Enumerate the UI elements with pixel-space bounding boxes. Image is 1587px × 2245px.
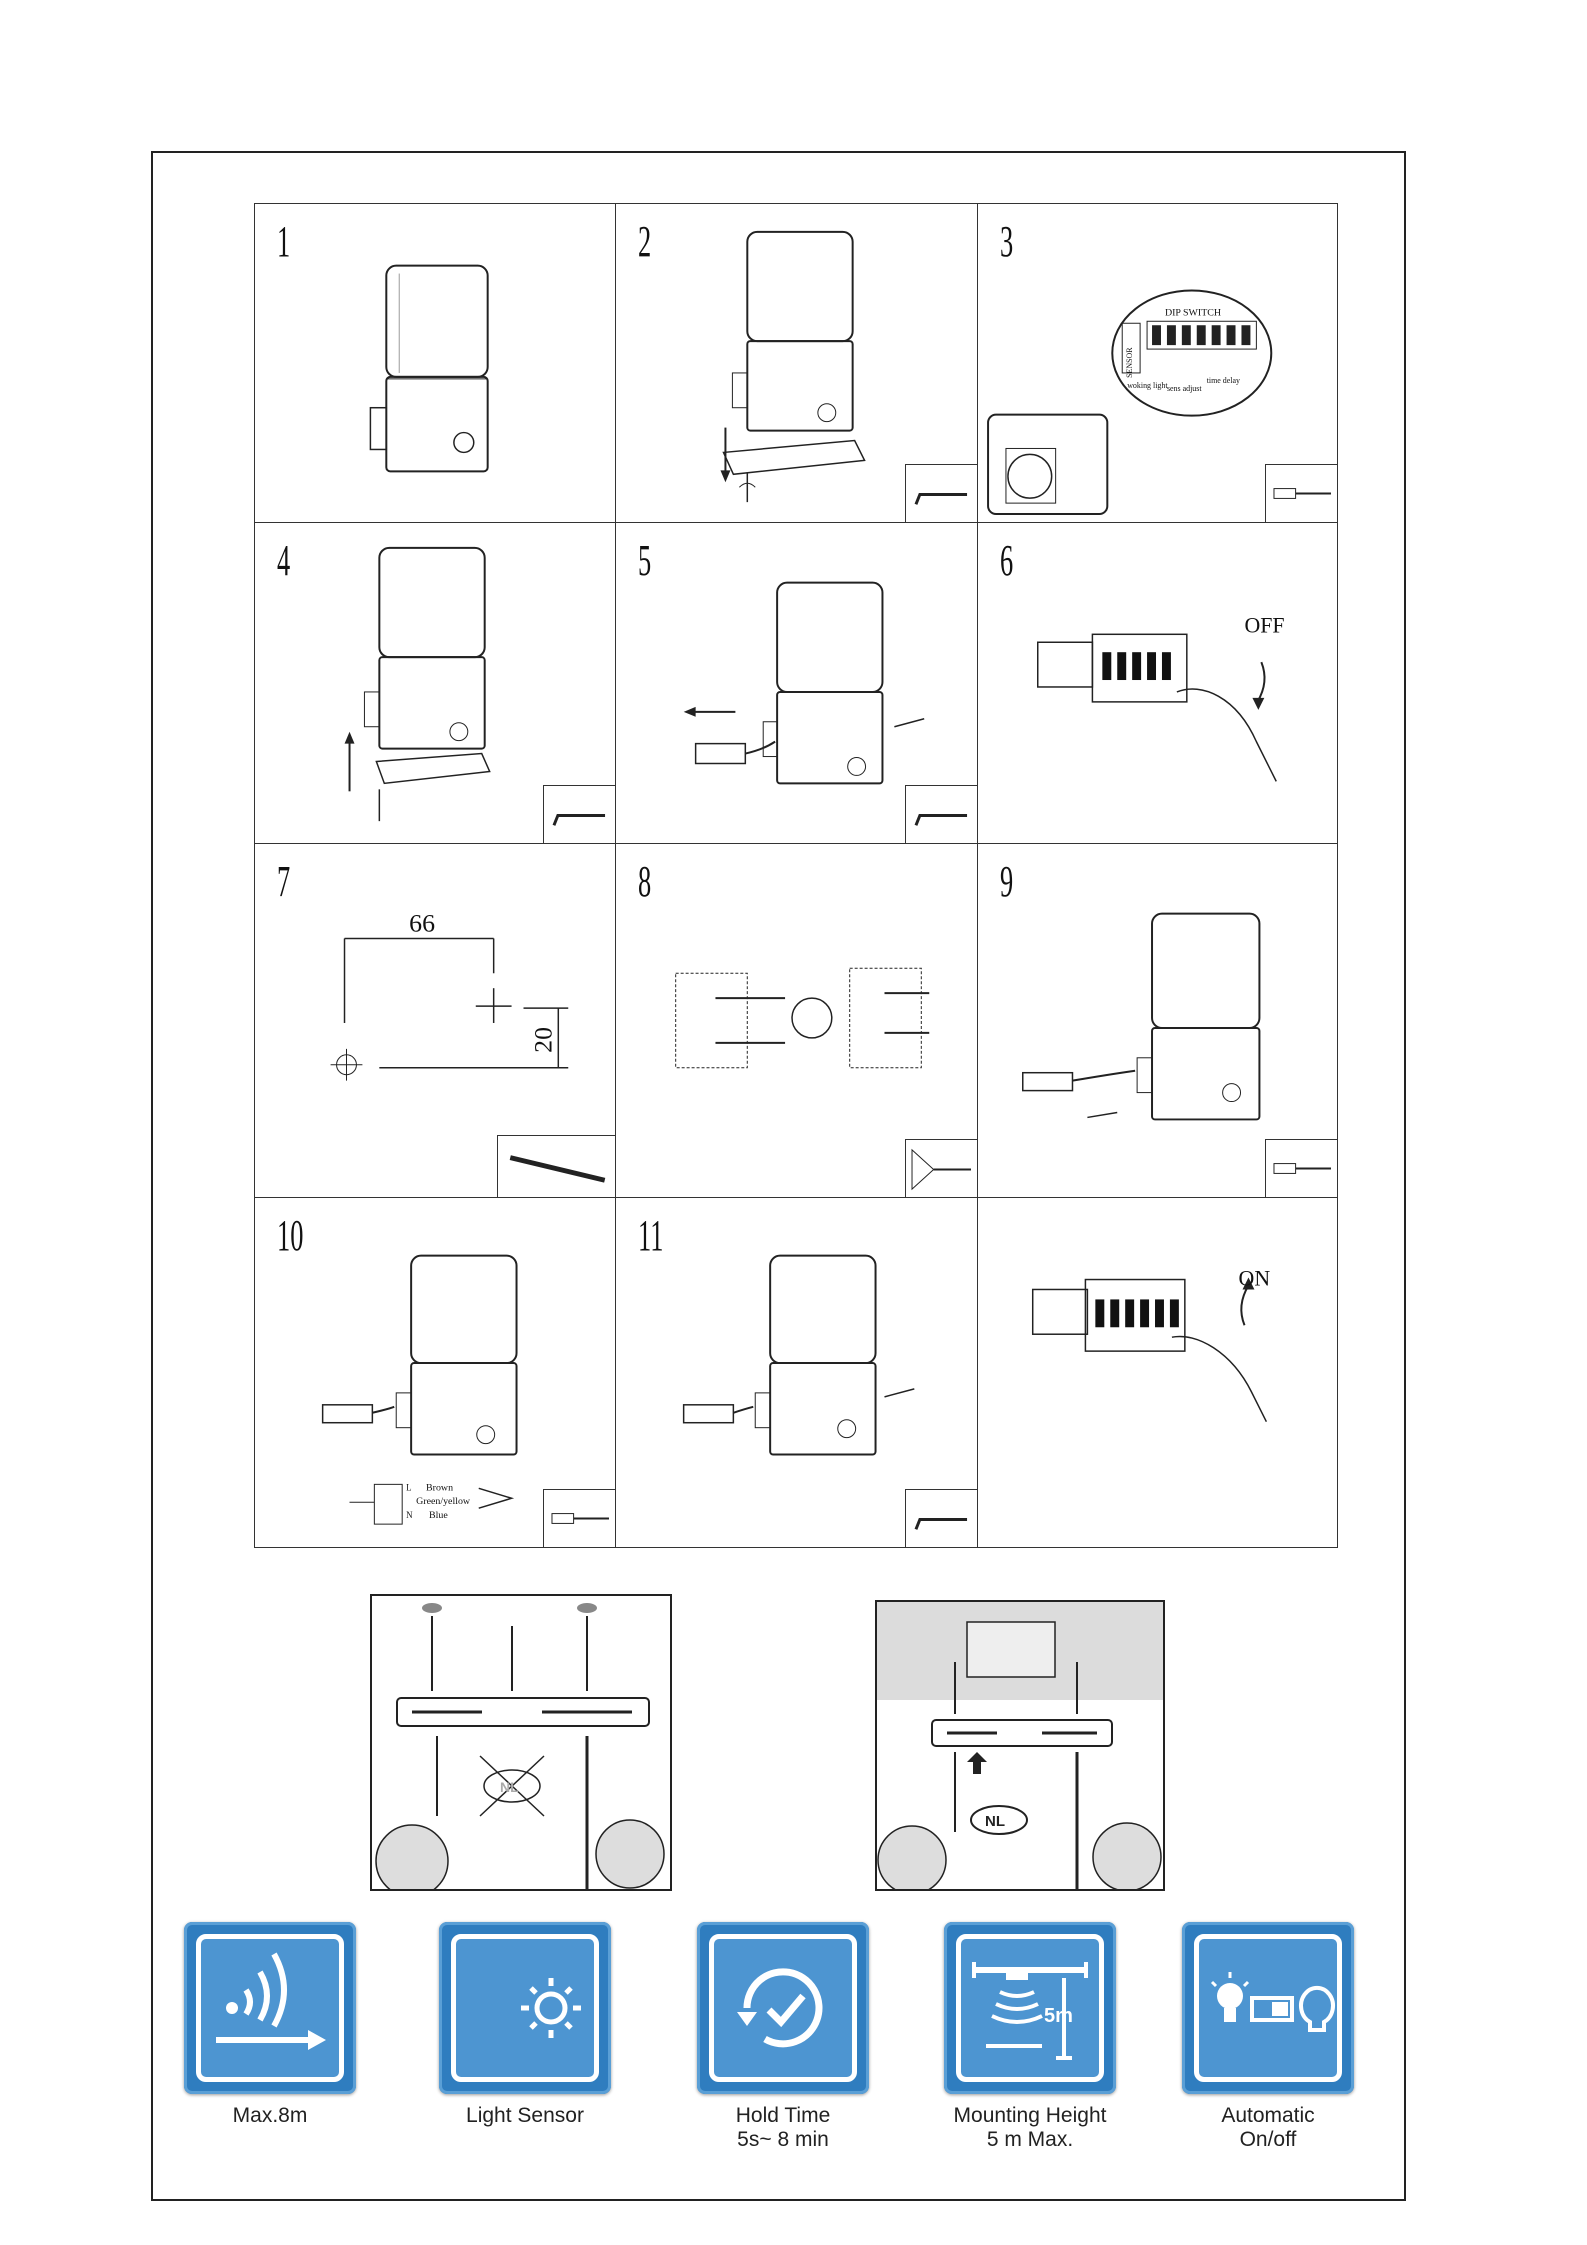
step-number: 10 [277,1211,304,1260]
step-number: 7 [277,857,291,906]
step-cell-5 [615,522,978,844]
feature-caption-line2: 5s~ 8 min [737,2128,829,2151]
terminal-l-label: L [406,1482,412,1493]
working-light-label: woking light [1127,380,1168,390]
feature-hold-time [693,1922,873,2152]
feature-automatic [1178,1922,1358,2152]
wire-green-yellow-label: Green/yellow [416,1496,471,1508]
step-number: 1 [277,217,291,266]
step-cell-12 [977,1197,1338,1548]
step-number: 6 [1000,536,1014,585]
hold-time-icon [697,1922,869,2094]
allen-key-tool [905,464,977,522]
feature-motion-range [180,1922,360,2128]
screwdriver-tool [543,1489,615,1547]
instruction-grid [254,203,1338,1548]
height-dimension: 20 [528,1026,558,1053]
wire-brown-label: Brown [426,1482,454,1494]
feature-caption-line1: Max.8m [232,2104,308,2127]
mounting-bracket-diagram-right [875,1600,1165,1891]
wire-blue-label: Blue [429,1510,448,1522]
step-cell-9 [977,843,1338,1198]
mounting-height-badge: 5m [1044,2005,1073,2027]
step-cell-4 [254,522,616,844]
allen-key-tool [905,785,977,843]
automatic-onoff-icon [1182,1922,1354,2094]
feature-icons-row [180,1922,1360,2172]
lamp-front-drawing [255,204,615,522]
sensor-label: SENSOR [1125,347,1135,378]
step-cell-11 [615,1197,978,1548]
mounting-bracket-diagram-left [370,1594,672,1891]
feature-light-sensor [435,1922,615,2128]
step-number: 2 [638,217,652,266]
step-cell-6 [977,522,1338,844]
nl-badge-crossed: NL [500,1779,519,1795]
light-sensor-icon [439,1922,611,2094]
feature-caption-line2: On/off [1239,2128,1297,2151]
step-number: 3 [1000,217,1014,266]
allen-key-tool [905,1489,977,1547]
screwdriver-tool [1265,464,1337,522]
feature-caption-line2: 5 m Max. [986,2128,1074,2151]
motion-range-icon [184,1922,356,2094]
pencil-tool [497,1135,615,1197]
switch-state-off: OFF [1244,613,1285,638]
step-cell-10 [254,1197,616,1548]
allen-key-tool [543,785,615,843]
step-number: 9 [1000,857,1014,906]
sens-adjust-label: sens adjust [1166,383,1202,393]
step-cell-3 [977,203,1338,523]
feature-caption-line1: Mounting Height [953,2104,1107,2127]
step-number: 8 [638,857,652,906]
step-cell-7 [254,843,616,1198]
feature-caption-line1: Hold Time [735,2104,831,2127]
breaker-on-drawing [978,1198,1337,1547]
drill-tool [905,1139,977,1197]
step-cell-1 [254,203,616,523]
time-delay-label: time delay [1206,375,1240,385]
terminal-n-label: N [406,1510,413,1521]
step-number: 5 [638,536,652,585]
step-cell-2 [615,203,978,523]
nl-badge: NL [985,1813,1005,1830]
dip-switch-label: DIP SWITCH [1164,307,1222,319]
step-number: 11 [638,1211,664,1260]
feature-mounting-height [940,1922,1120,2152]
mounting-height-icon [944,1922,1116,2094]
step-cell-8 [615,843,978,1198]
screwdriver-tool [1265,1139,1337,1197]
feature-caption-line1: Light Sensor [466,2104,584,2127]
breaker-off-drawing [978,523,1337,843]
width-dimension: 66 [409,908,435,938]
step-number: 4 [277,536,291,585]
feature-caption-line1: Automatic [1221,2104,1315,2127]
switch-state-on: ON [1238,1266,1271,1291]
